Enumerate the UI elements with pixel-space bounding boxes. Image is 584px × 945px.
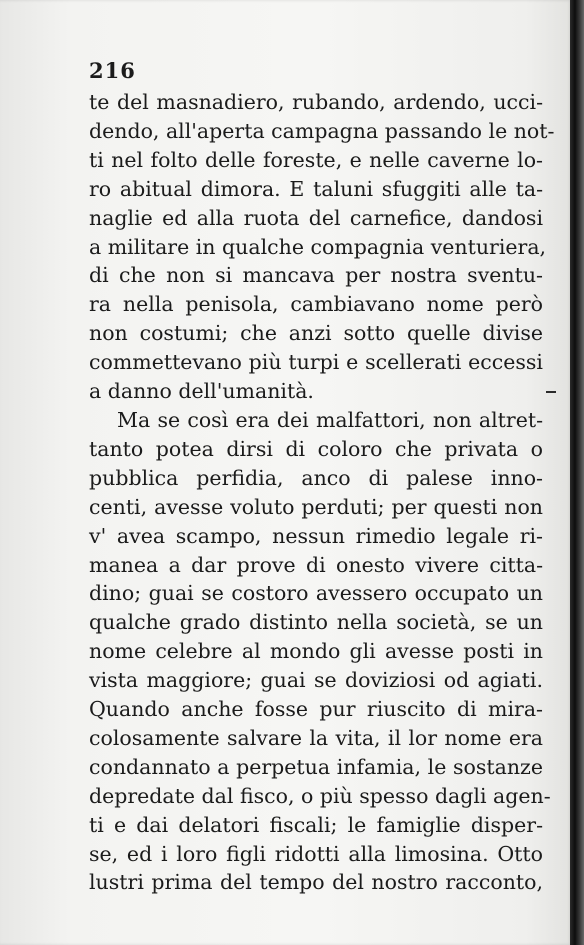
text-line: ti e dai delatori fiscali; le famiglie disper-: [89, 812, 543, 837]
text-line: Quando anche fosse pur riuscito di mira-: [89, 697, 543, 722]
text-line: te del masnadiero, rubando, ardendo, ucci-: [89, 90, 543, 114]
text-line-paragraph-end: a danno dell'umanità.: [89, 379, 314, 404]
page-number: 216: [89, 58, 136, 83]
text-line: centi, avesse voluto perduti; per questi non: [89, 494, 543, 519]
text-line: pubblica perfidia, anco di palese inno-: [89, 465, 543, 490]
text-line: manea a dar prove di onesto vivere citta-: [89, 552, 543, 577]
body-text: [89, 88, 555, 897]
text-line: se, ed i loro figli ridotti alla limosina. Otto: [89, 841, 543, 866]
text-line: dendo, all'aperta campagna passando le not-: [89, 118, 555, 143]
text-line: qualche grado distinto nella società, se un: [89, 610, 543, 635]
text-line: ti nel folto delle foreste, e nelle caverne lo-: [89, 147, 543, 172]
text-line: condannato a perpetua infamia, le sostanze: [89, 754, 543, 779]
text-line: lustri prima del tempo del nostro racconto,: [89, 870, 543, 895]
text-line: tanto potea dirsi di coloro che privata o: [89, 436, 543, 461]
text-line: depredate dal fisco, o più spesso dagli agen-: [89, 783, 551, 808]
text-line: non costumi; che anzi sotto quelle divise: [89, 321, 543, 346]
margin-mark: [546, 391, 556, 393]
text-line: naglie ed alla ruota del carnefice, dandosi: [89, 205, 543, 230]
text-line: di che non si mancava per nostra sventu-: [89, 263, 543, 288]
text-line: v' avea scampo, nessun rimedio legale ri-: [89, 523, 543, 548]
text-line: colosamente salvare la vita, il lor nome era: [89, 725, 543, 750]
text-line: ro abitual dimora. E taluni sfuggiti alle ta-: [89, 176, 543, 201]
text-line: dino; guai se costoro avessero occupato un: [89, 581, 543, 606]
text-line: vista maggiore; guai se doviziosi od agiati.: [89, 668, 543, 693]
text-line-paragraph-start: Ma se così era dei malfattori, non altret-: [117, 407, 543, 432]
text-line: a militare in qualche compagnia venturiera,: [89, 234, 547, 259]
text-line: commettevano più turpi e scellerati eccessi: [89, 350, 543, 375]
text-line: nome celebre al mondo gli avesse posti in: [89, 639, 543, 664]
text-line: ra nella penisola, cambiavano nome però: [89, 292, 543, 317]
book-spine-shadow: [570, 0, 584, 945]
